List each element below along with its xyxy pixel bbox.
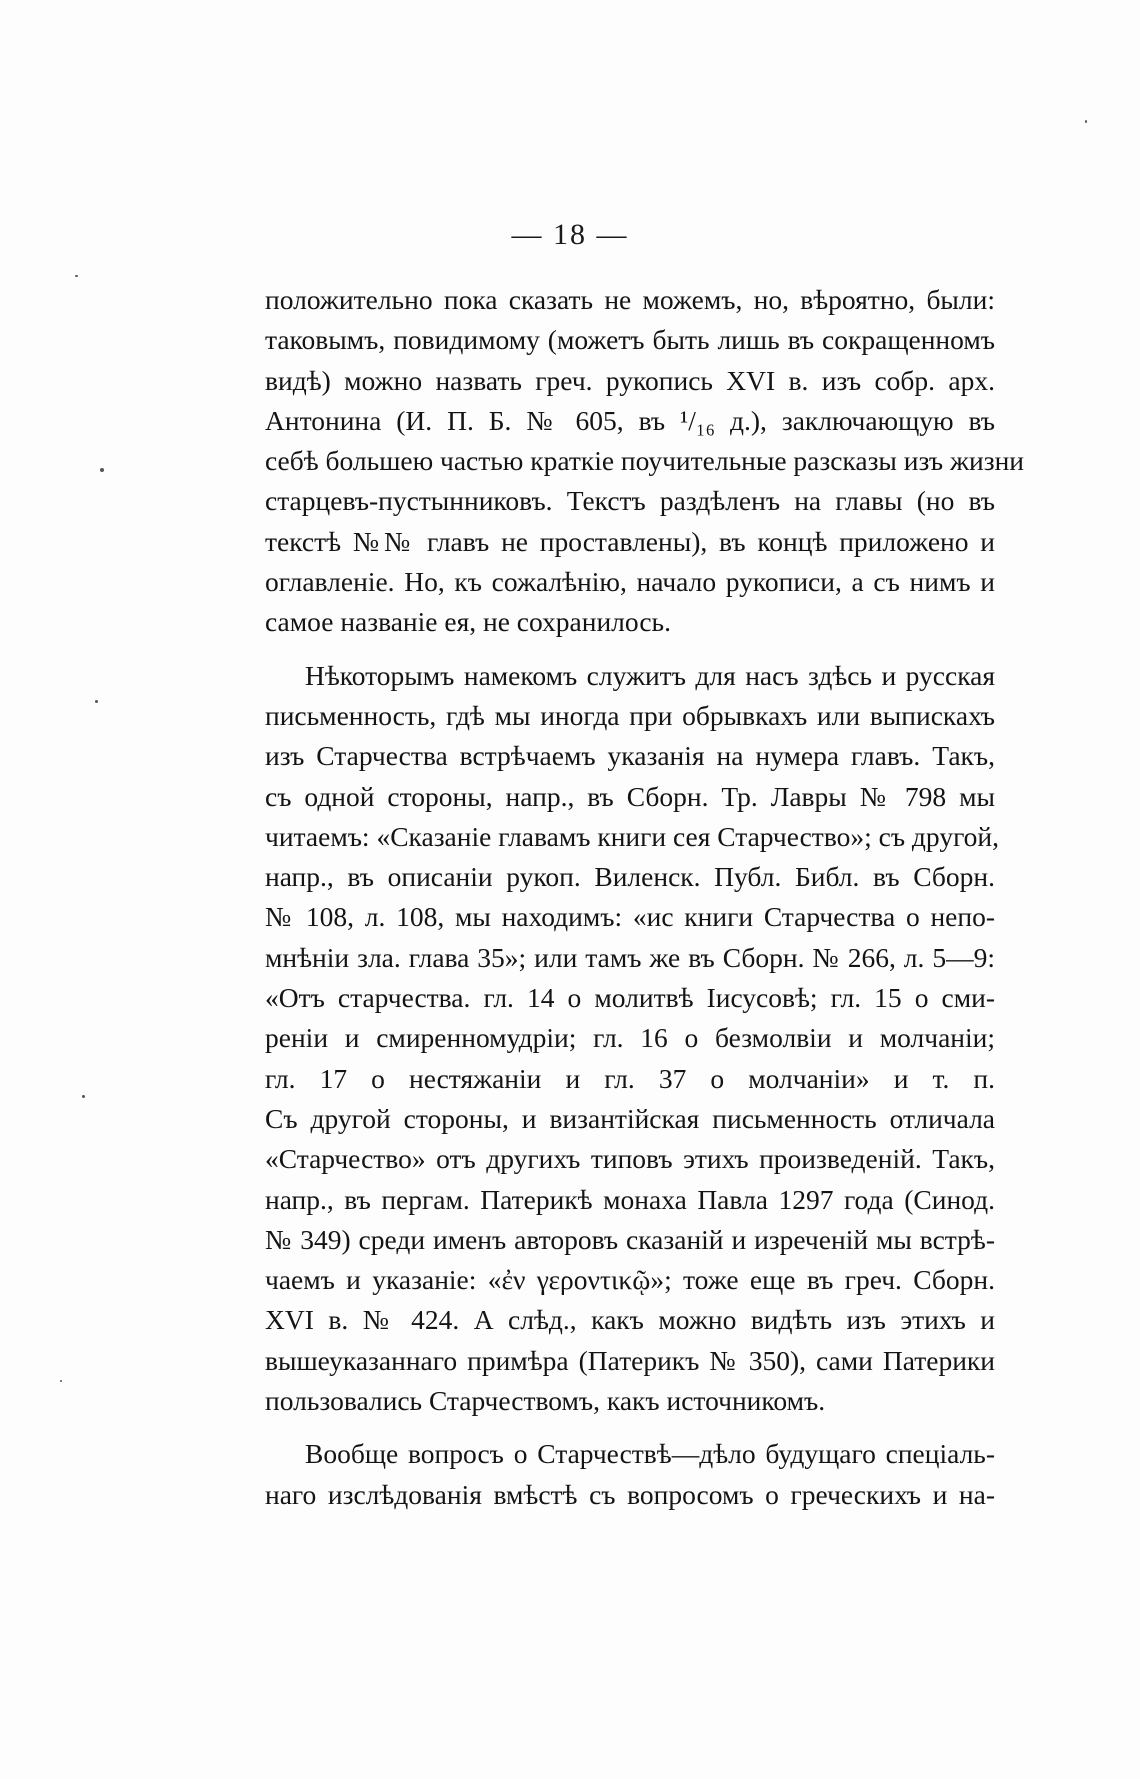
text-line: изъ Старчества встрѣчаемъ указанія на нумера главъ. Такъ, xyxy=(265,740,995,772)
scan-speck xyxy=(100,468,104,472)
text-line: гл. 17 о нестяжаніи и гл. 37 о молчаніи» и т. п. xyxy=(265,1062,995,1094)
text-line: пользовались Старчествомъ, какъ источникомъ. xyxy=(265,1385,826,1417)
text-line: съ одной стороны, напр., въ Сборн. Тр. Лавры № 798 мы xyxy=(265,780,995,812)
body-text xyxy=(265,280,1025,1515)
text-line: положительно пока сказать не можемъ, но, вѣроятно, были: xyxy=(265,284,995,315)
text-line: себѣ большею частью краткіе поучительные разсказы изъ жизни xyxy=(265,445,1025,477)
paragraph-1 xyxy=(265,280,1025,643)
text-line: Антонина (И. П. Б. № 605, въ ¹/₁₆ д.), заключающую въ xyxy=(265,404,995,436)
text-line: «Старчество» отъ другихъ типовъ этихъ произведеній. Такъ, xyxy=(265,1143,995,1175)
text-line: письменность, гдѣ мы иногда при обрывкахъ или выпискахъ xyxy=(265,699,995,731)
scan-speck xyxy=(60,1380,62,1382)
paragraph-gap xyxy=(265,1421,995,1434)
page-number: — 18 — xyxy=(511,218,629,251)
text-line: «Отъ старчества. гл. 14 о молитвѣ Іисусовѣ; гл. 15 о сми- xyxy=(265,982,995,1014)
text-line: № 108, л. 108, мы находимъ: «ис книги Старчества о непо- xyxy=(265,901,995,933)
text-line: видѣ) можно назвать греч. рукопись XVI в. изъ собр. арх. xyxy=(265,364,995,396)
scan-speck xyxy=(1085,120,1087,123)
text-line: читаемъ: «Сказаніе главамъ книги сея Старчество»; съ другой, xyxy=(265,820,1000,852)
text-line: Съ другой стороны, и византійская письменность отличала xyxy=(265,1102,995,1134)
text-line: оглавленіе. Но, къ сожалѣнію, начало рукописи, а съ нимъ и xyxy=(265,566,995,598)
text-line: Нѣкоторымъ намекомъ служитъ для насъ здѣсь и русская xyxy=(305,659,995,691)
text-line: реніи и смиренномудріи; гл. 16 о безмолвіи и молчаніи; xyxy=(265,1022,995,1054)
text-line: № 349) среди именъ авторовъ сказаній и изреченій мы встрѣ- xyxy=(265,1223,995,1255)
text-line: Вообще вопросъ о Старчествѣ—дѣло будущаго спеціаль- xyxy=(305,1438,995,1470)
text-line: мнѣніи зла. глава 35»; или тамъ же въ Сборн. № 266, л. 5—9: xyxy=(265,941,995,973)
scan-speck xyxy=(82,1095,85,1098)
text-line: самое названіе ея, не сохранилось. xyxy=(265,606,671,638)
scan-speck xyxy=(75,275,78,277)
paragraph-2 xyxy=(265,656,1000,1422)
text-line: чаемъ и указаніе: «ἐν γεροντικῷ»; тоже еще въ греч. Сборн. xyxy=(265,1264,995,1296)
text-line: напр., въ описаніи рукоп. Виленск. Публ. Библ. въ Сборн. xyxy=(265,861,995,893)
text-line: вышеуказаннаго примѣра (Патерикъ № 350), сами Патерики xyxy=(265,1344,995,1376)
text-line: текстѣ №№ главъ не проставлены), въ концѣ приложено и xyxy=(265,525,995,557)
paragraph-3 xyxy=(265,1434,995,1515)
text-line: XVI в. № 424. А слѣд., какъ можно видѣть изъ этихъ и xyxy=(265,1304,995,1336)
text-line: напр., въ пергам. Патерикѣ монаха Павла 1297 года (Синод. xyxy=(265,1183,995,1215)
text-line: таковымъ, повидимому (можетъ быть лишь въ сокращенномъ xyxy=(265,324,995,356)
scan-speck xyxy=(95,700,98,703)
text-line: наго изслѣдованія вмѣстѣ съ вопросомъ о греческихъ и на- xyxy=(265,1478,995,1510)
text-line: старцевъ-пустынниковъ. Текстъ раздѣленъ на главы (но въ xyxy=(265,485,995,517)
paragraph-gap xyxy=(265,643,995,656)
